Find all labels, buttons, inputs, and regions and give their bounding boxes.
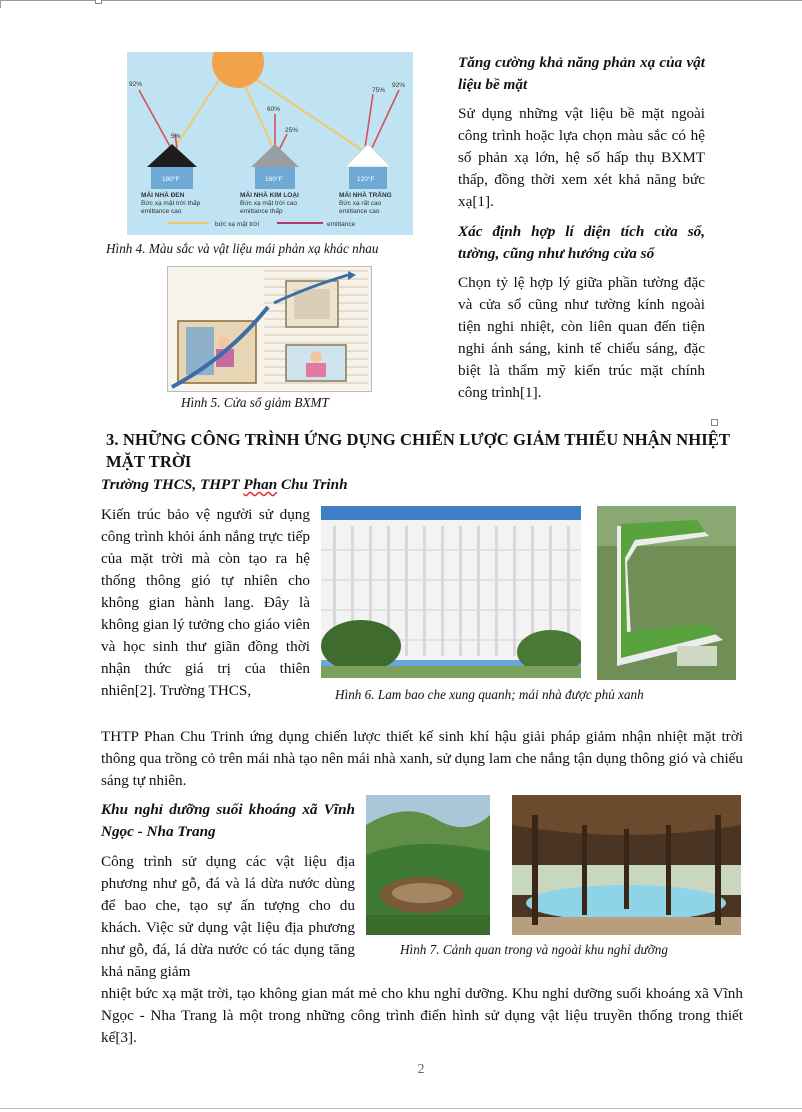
resort-paragraph-wrapped: Công trình sử dụng các vật liệu địa phương như gỗ, đá và lá dừa nước dùng để bao che, tạo sự ấn tượng cho du khách. Việc sử dụng vật liệu địa phương như gỗ, đá, lá dừa nước có tác dụng tăng khả năng giảm xyxy=(101,853,355,980)
school-paragraph-wrapped: Kiến trúc bảo vệ người sử dụng công trình khỏi ánh nắng trực tiếp của mặt trời mà còn tạo ra hệ thống thông gió tự nhiên cho không gian hành lang. Đây là không gian lý tưởng cho giáo viên và học sinh thư giãn đồng thời nhận thức giá trị của thiên nhiên[2]. Trường THCS, xyxy=(101,506,310,699)
roof-reflectance-illustration xyxy=(127,52,413,235)
window-sketch xyxy=(168,267,371,391)
svg-text:92%: 92% xyxy=(392,82,406,89)
page-top-edge xyxy=(0,0,802,1)
svg-text:75%: 75% xyxy=(372,87,386,94)
section-3-title: 3. NHỮNG CÔNG TRÌNH ỨNG DỤNG CHIẾN LƯỢC GIẢM THIỂU NHẬN NHIỆT MẶT TRỜI xyxy=(106,430,730,471)
heading-window-area: Xác định hợp lí diện tích cửa sổ, tường, cũng như hướng cửa sổ xyxy=(458,223,705,262)
page-bottom-edge xyxy=(0,1108,802,1109)
resort-paragraph-full: nhiệt bức xạ mặt trời, tạo không gian mát mẻ cho khu nghỉ dưỡng. Khu nghỉ dưỡng suối khoáng xã Vĩnh Ngọc - Nha Trang là một trong những công trình điển hình sử dụng vật liệu truyền thống trong thiết kế[3]. xyxy=(101,985,743,1046)
figure-4-caption: Hình 4. Màu sắc và vật liệu mái phản xạ khác nhau xyxy=(106,241,379,256)
school-facade-image xyxy=(321,506,581,678)
paragraph-reflectance: Sử dụng những vật liệu bề mặt ngoài công trình hoặc lựa chọn màu sắc có hệ số phản xạ lớn, hệ số hấp thụ BXMT thấp, đồng thời xem xét khả năng bức xạ[1]. xyxy=(458,105,705,210)
svg-text:bức xạ mặt trời: bức xạ mặt trời xyxy=(215,221,260,228)
svg-text:120°F: 120°F xyxy=(357,176,375,183)
left-corner-line xyxy=(0,0,1,8)
green-roof-image xyxy=(597,506,736,680)
school-subheading-prefix: Trường THCS, THPT xyxy=(101,476,244,493)
paragraph-window-area: Chọn tỷ lệ hợp lý giữa phần tường đặc và cửa sổ cũng như tường kính ngoài tiện nghi nhiệt, còn liên quan đến tiện nghi ánh sáng, kinh tế chiếu sáng, đặc biệt là thẩm mỹ kiến trúc mặt chính công trình[1]. xyxy=(458,274,705,401)
school-subheading xyxy=(101,474,501,496)
svg-text:5%: 5% xyxy=(171,133,181,140)
svg-text:60%: 60% xyxy=(267,106,281,113)
school-paragraph-full: THTP Phan Chu Trinh ứng dụng chiến lược thiết kế sinh khí hậu giải pháp giảm nhận nhiệt mặt trời thông qua trồng cỏ trên mái nhà tạo nên mái nhà xanh, sử dụng lam che nắng tận dụng thông gió và chiếu sáng tự nhiên. xyxy=(101,728,743,789)
svg-text:emittance cao: emittance cao xyxy=(141,208,182,215)
resort-interior-photo xyxy=(512,795,741,935)
resort-subheading: Khu nghỉ dưỡng suối khoáng xã Vĩnh Ngọc - Nha Trang xyxy=(101,801,355,840)
spellcheck-word: Phan xyxy=(243,476,278,493)
figure-5-window-illustration xyxy=(167,266,372,392)
svg-text:MÁI NHÀ TRẮNG: MÁI NHÀ TRẮNG xyxy=(339,192,392,199)
page-number: 2 xyxy=(417,1062,425,1077)
svg-text:emittance thấp: emittance thấp xyxy=(240,208,283,215)
school-subheading-suffix: Chu Trinh xyxy=(277,476,348,493)
svg-text:Bức xạ mặt trời cao: Bức xạ mặt trời cao xyxy=(240,200,298,207)
green-roof-aerial-photo xyxy=(597,506,736,680)
svg-text:25%: 25% xyxy=(285,127,299,134)
svg-text:160°F: 160°F xyxy=(265,176,283,183)
svg-text:MÁI NHÀ ĐEN: MÁI NHÀ ĐEN xyxy=(141,192,185,199)
resort-exterior-photo xyxy=(366,795,490,935)
svg-text:emittance: emittance xyxy=(327,221,356,228)
svg-text:180°F: 180°F xyxy=(162,176,180,183)
resort-exterior-image xyxy=(366,795,490,935)
svg-text:emittance cao: emittance cao xyxy=(339,208,380,215)
figure-7-caption: Hình 7. Cảnh quan trong và ngoài khu nghỉ dưỡng xyxy=(400,942,668,957)
figure-5-caption: Hình 5. Cửa sổ giảm BXMT xyxy=(181,395,329,410)
svg-text:Bức xạ rất cao: Bức xạ rất cao xyxy=(339,200,382,207)
svg-text:Bức xạ mặt trời thấp: Bức xạ mặt trời thấp xyxy=(141,200,201,207)
text-boundary-mark xyxy=(95,0,102,4)
figure-4-roof-diagram xyxy=(127,52,413,235)
resort-interior-image xyxy=(512,795,741,935)
school-building-photo xyxy=(321,506,581,678)
figure-6-caption: Hình 6. Lam bao che xung quanh; mái nhà được phủ xanh xyxy=(335,687,644,702)
heading-reflectance: Tăng cường khả năng phản xạ của vật liệu bề mặt xyxy=(458,54,705,93)
svg-text:92%: 92% xyxy=(129,81,143,88)
svg-text:MÁI NHÀ KIM LOẠI: MÁI NHÀ KIM LOẠI xyxy=(240,192,299,199)
paragraph-mark xyxy=(711,419,718,426)
